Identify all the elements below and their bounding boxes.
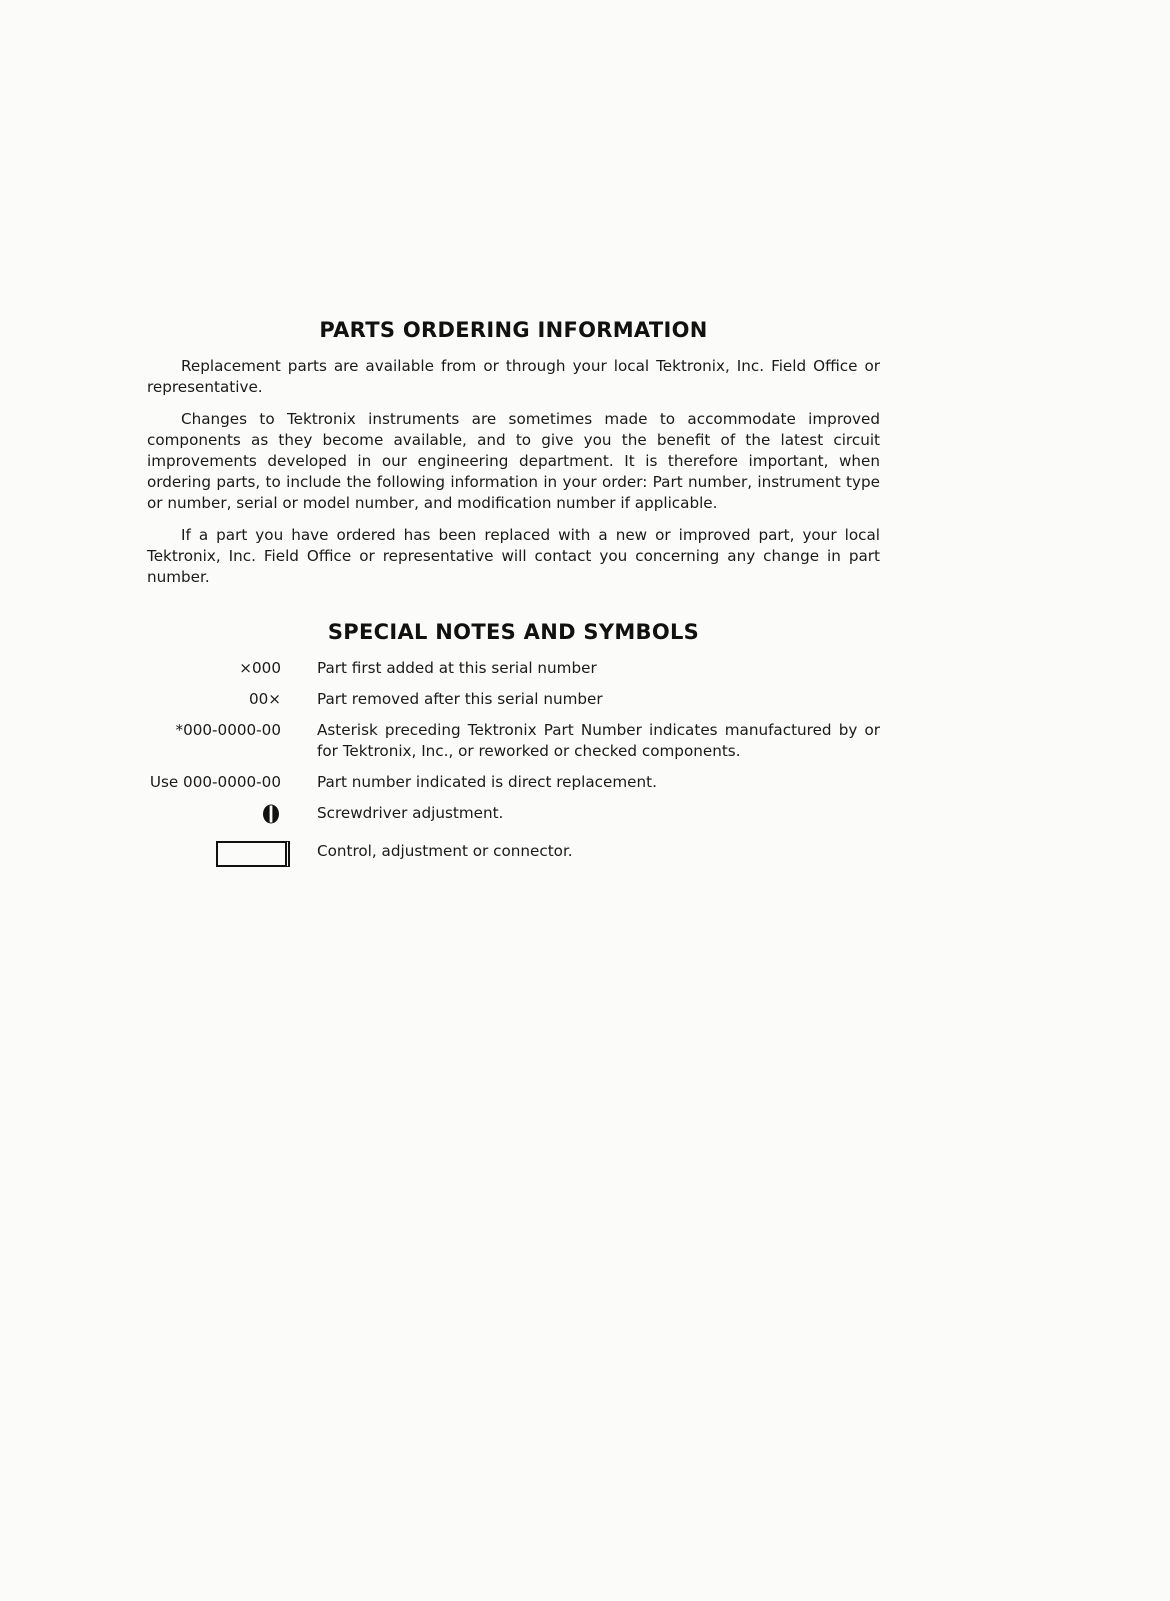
symbol-asterisk-part-number: *000-0000-00 bbox=[175, 721, 281, 739]
symbol-description: Screwdriver adjustment. bbox=[317, 804, 504, 822]
symbol-row-use-replacement bbox=[147, 772, 880, 793]
symbol-description: Part first added at this serial number bbox=[317, 659, 597, 677]
symbol-use-part-number: Use 000-0000-00 bbox=[149, 773, 281, 791]
symbol-description: Part number indicated is direct replacement. bbox=[317, 773, 657, 791]
special-notes-heading: SPECIAL NOTES AND SYMBOLS bbox=[327, 620, 700, 644]
parts-ordering-heading: PARTS ORDERING INFORMATION bbox=[319, 318, 708, 342]
control-box-icon bbox=[216, 841, 290, 867]
parts-paragraph-3: If a part you have ordered has been replaced with a new or improved part, your local Tektronix, Inc. Field Office or representative will contact you concerning any change in part number. bbox=[147, 526, 880, 586]
symbol-description: Control, adjustment or connector. bbox=[317, 842, 573, 860]
document-page bbox=[147, 318, 880, 877]
screwdriver-adjustment-icon bbox=[261, 803, 281, 831]
symbol-row-control bbox=[147, 841, 880, 867]
symbol-row-screwdriver bbox=[147, 803, 880, 831]
symbols-list bbox=[147, 658, 880, 867]
symbol-first-added: ×000 bbox=[239, 659, 281, 677]
parts-paragraph-1: Replacement parts are available from or through your local Tektronix, Inc. Field Office or representative. bbox=[147, 357, 880, 396]
symbol-removed-after: 00× bbox=[248, 690, 281, 708]
symbol-row-asterisk bbox=[147, 720, 880, 762]
symbol-row-removed-after bbox=[147, 689, 880, 710]
symbol-row-first-added bbox=[147, 658, 880, 679]
symbol-description: Asterisk preceding Tektronix Part Number indicates manufactured by or for Tektronix, Inc., or reworked or checked components. bbox=[317, 721, 880, 760]
parts-paragraph-2: Changes to Tektronix instruments are sometimes made to accommodate improved components as they become available, and to give you the benefit of the latest circuit improvements developed in our engineering department. It is therefore important, when ordering parts, to include the following information in your order: Part number, instrument type or number, serial or model number, and modification number if applicable. bbox=[147, 410, 880, 512]
symbol-description: Part removed after this serial number bbox=[317, 690, 603, 708]
